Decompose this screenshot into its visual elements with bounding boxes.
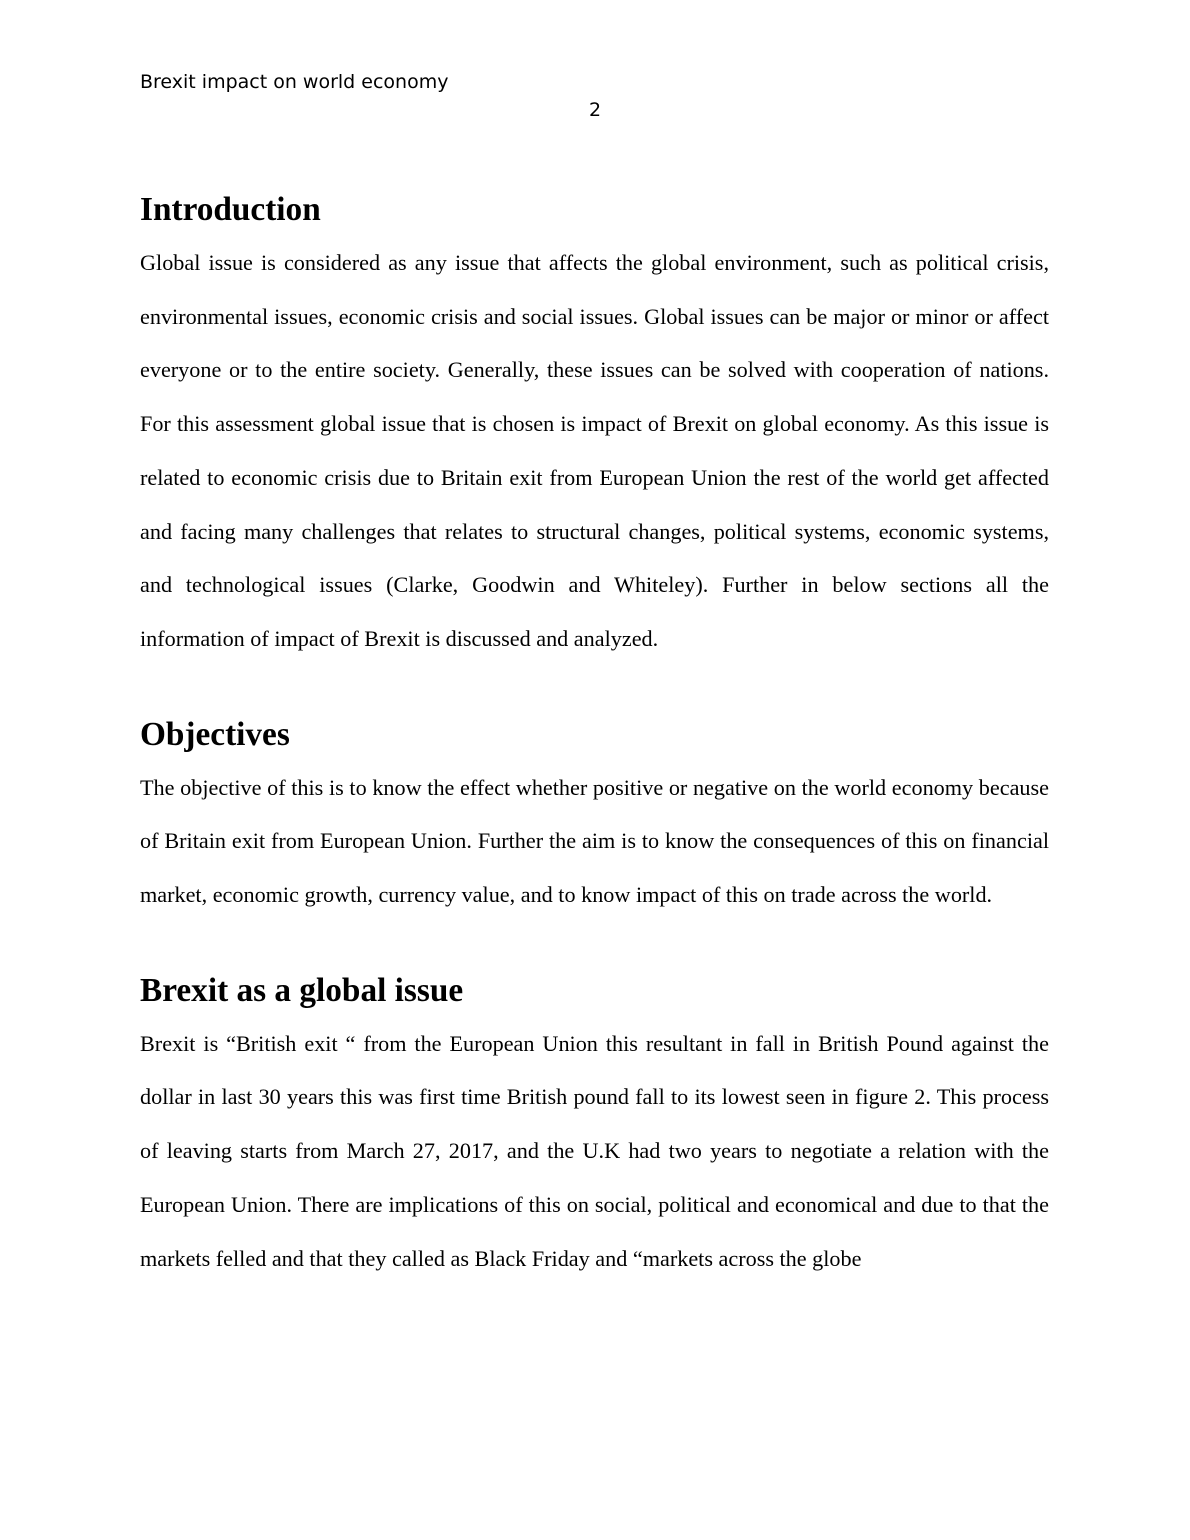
brexit-global-issue-paragraph: Brexit is “British exit “ from the European Union this resultant in fall in British Pound against the dollar in last 30 years this was first time British pound fall to its lowest seen in figure 2. This process of leaving starts from March 27, 2017, and the U.K had two years to negotiate a relation with the European Union. There are implications of this on social, political and economical and due to that the markets felled and that they called as Black Friday and “markets across the globe bbox=[140, 1030, 1049, 1271]
section-heading-brexit-global-issue: Brexit as a global issue bbox=[140, 971, 464, 1009]
section-spacer bbox=[140, 666, 1049, 712]
document-body bbox=[140, 187, 1049, 1285]
section-heading-introduction: Introduction bbox=[140, 191, 321, 228]
running-head: Brexit impact on world economy bbox=[140, 71, 449, 93]
section-heading-objectives: Objectives bbox=[140, 715, 290, 753]
objectives-paragraph: The objective of this is to know the effect whether positive or negative on the world economy because of Britain exit from European Union. Further the aim is to know the consequences of this on financial market, economic growth, currency value, and to know impact of this on trade across the world. bbox=[140, 774, 1049, 908]
introduction-paragraph: Global issue is considered as any issue that affects the global environment, such as political crisis, environmental issues, economic crisis and social issues. Global issues can be major or minor or affect everyone or to the entire society. Generally, these issues can be solved with cooperation of nations. For this assessment global issue that is chosen is impact of Brexit on global economy. As this issue is related to economic crisis due to Britain exit from European Union the rest of the world get affected and facing many challenges that relates to structural changes, political systems, economic systems, and technological issues (Clarke, Goodwin and Whiteley). Further in below sections all the information of impact of Brexit is discussed and analyzed. bbox=[140, 250, 1049, 651]
page-number: 2 bbox=[588, 99, 602, 121]
section-spacer bbox=[140, 922, 1049, 968]
